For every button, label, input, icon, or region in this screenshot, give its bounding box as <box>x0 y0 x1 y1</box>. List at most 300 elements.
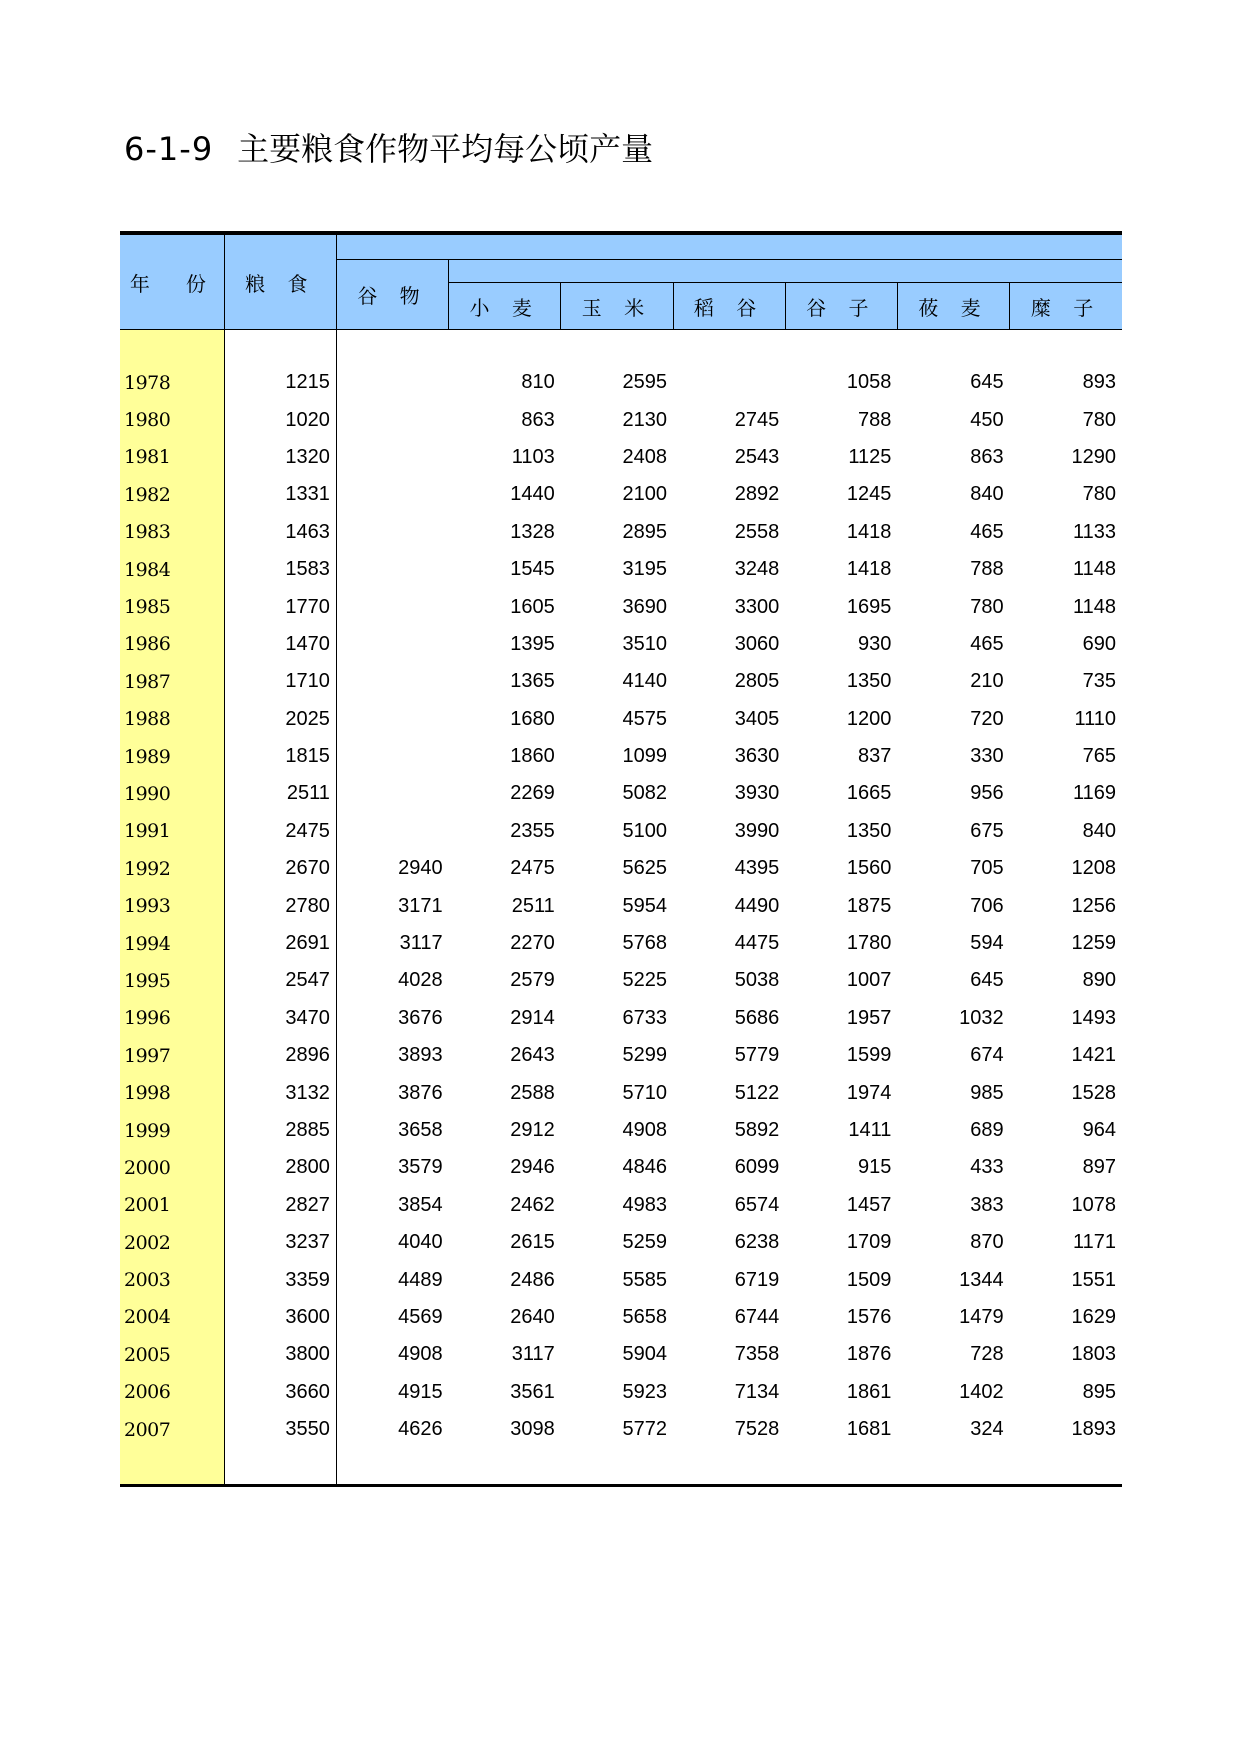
value-cell: 1320 <box>224 439 336 476</box>
value-cell: 7528 <box>734 1418 780 1441</box>
value-cell: 2914 <box>510 1006 555 1029</box>
table-number: 6-1-9 <box>124 130 214 168</box>
value-cell: 1020 <box>224 401 336 438</box>
value-cell: 1103 <box>511 445 555 468</box>
value-cell: 5904 <box>622 1343 667 1366</box>
value-cell: 5100 <box>622 819 667 842</box>
body-bottom-spacer <box>120 1448 1122 1486</box>
table-row <box>120 1374 1122 1411</box>
value-cell: 2745 <box>734 408 780 431</box>
year-cell: 1986 <box>120 626 224 663</box>
value-cell: 1032 <box>959 1006 1004 1029</box>
value-cell <box>336 738 448 775</box>
value-cell: 5954 <box>622 894 667 917</box>
year-cell: 1992 <box>120 850 224 887</box>
value-cell: 5772 <box>622 1418 667 1441</box>
value-cell: 450 <box>970 408 1004 431</box>
value-cell: 840 <box>1082 819 1116 842</box>
value-cell: 1395 <box>510 632 555 655</box>
table-row <box>120 551 1122 588</box>
value-cell: 893 <box>1082 371 1116 394</box>
value-cell: 870 <box>970 1231 1004 1254</box>
value-cell: 1078 <box>1071 1193 1116 1216</box>
value-cell: 1402 <box>959 1380 1004 1403</box>
value-cell: 780 <box>1082 483 1116 506</box>
value-cell <box>336 364 448 401</box>
value-cell: 706 <box>970 894 1004 917</box>
value-cell: 2595 <box>622 371 667 394</box>
value-cell: 3195 <box>622 558 667 581</box>
value-cell: 2895 <box>622 520 667 543</box>
value-cell: 1200 <box>846 707 892 730</box>
table-row <box>120 701 1122 738</box>
table-row <box>120 813 1122 850</box>
table-row <box>120 775 1122 812</box>
table-body <box>120 330 1122 1486</box>
value-cell: 6099 <box>734 1156 780 1179</box>
year-cell: 1995 <box>120 962 224 999</box>
value-cell: 4140 <box>622 670 667 693</box>
table-row <box>120 1261 1122 1298</box>
value-cell: 1493 <box>1071 1006 1116 1029</box>
value-cell: 645 <box>970 371 1004 394</box>
value-cell: 863 <box>521 408 555 431</box>
value-cell: 3579 <box>398 1156 443 1179</box>
value-cell: 1528 <box>1071 1081 1116 1104</box>
value-cell: 1576 <box>846 1305 892 1328</box>
value-cell: 1479 <box>959 1305 1004 1328</box>
value-cell: 2946 <box>510 1156 555 1179</box>
value-cell: 2827 <box>224 1187 336 1224</box>
value-cell: 690 <box>1082 632 1116 655</box>
year-cell: 1978 <box>120 364 224 401</box>
value-cell: 3676 <box>398 1006 443 1029</box>
year-cell: 2001 <box>120 1187 224 1224</box>
table-row <box>120 738 1122 775</box>
value-cell: 1148 <box>1072 595 1116 618</box>
value-cell: 5710 <box>622 1081 667 1104</box>
value-cell: 2588 <box>510 1081 555 1104</box>
table-row <box>120 1224 1122 1261</box>
value-cell: 964 <box>1082 1119 1116 1141</box>
value-cell: 6574 <box>734 1193 780 1216</box>
value-cell: 2800 <box>224 1149 336 1186</box>
value-cell: 2912 <box>510 1119 555 1141</box>
value-cell: 2885 <box>224 1112 336 1149</box>
value-cell: 675 <box>970 819 1004 842</box>
value-cell: 897 <box>1082 1156 1116 1179</box>
year-cell: 1991 <box>120 813 224 850</box>
value-cell <box>336 775 448 812</box>
value-cell: 1875 <box>846 894 892 917</box>
value-cell: 1457 <box>846 1193 892 1216</box>
value-cell: 689 <box>970 1119 1004 1141</box>
value-cell: 2269 <box>510 782 555 805</box>
table-row <box>120 476 1122 513</box>
value-cell: 2615 <box>510 1231 555 1254</box>
value-cell: 3800 <box>224 1336 336 1373</box>
year-cell: 1984 <box>120 551 224 588</box>
table-row <box>120 1112 1122 1149</box>
body-top-spacer <box>120 330 1122 365</box>
value-cell: 2100 <box>622 483 667 506</box>
value-cell: 3550 <box>224 1411 336 1448</box>
value-cell: 1215 <box>224 364 336 401</box>
value-cell: 5923 <box>622 1380 667 1403</box>
value-cell: 4915 <box>398 1380 443 1403</box>
value-cell: 3470 <box>224 1000 336 1037</box>
table-row <box>120 663 1122 700</box>
value-cell: 1169 <box>1072 782 1116 805</box>
year-cell: 2006 <box>120 1374 224 1411</box>
value-cell: 5768 <box>622 932 667 955</box>
value-cell: 1695 <box>846 595 892 618</box>
value-cell: 4475 <box>734 932 780 955</box>
table-row <box>120 962 1122 999</box>
header-band-crops <box>449 260 1122 283</box>
value-cell: 2130 <box>622 408 667 431</box>
value-cell: 3132 <box>224 1074 336 1111</box>
value-cell: 1133 <box>1072 520 1116 543</box>
value-cell: 5686 <box>734 1006 780 1029</box>
value-cell: 780 <box>970 595 1004 618</box>
value-cell: 2270 <box>510 932 555 955</box>
value-cell: 1350 <box>846 670 892 693</box>
value-cell: 837 <box>858 745 892 768</box>
value-cell: 1007 <box>846 969 892 992</box>
value-cell: 330 <box>970 745 1004 768</box>
value-cell: 1344 <box>959 1268 1004 1291</box>
table-row <box>120 364 1122 401</box>
value-cell: 1440 <box>510 483 555 506</box>
value-cell: 465 <box>970 632 1004 655</box>
value-cell <box>336 476 448 513</box>
value-cell: 2475 <box>224 813 336 850</box>
value-cell: 7134 <box>734 1380 780 1403</box>
value-cell: 985 <box>970 1081 1004 1104</box>
year-cell: 1990 <box>120 775 224 812</box>
value-cell: 1876 <box>846 1343 892 1366</box>
value-cell: 4028 <box>398 969 443 992</box>
header-broomcorn-millet: 糜 子 <box>1010 283 1122 330</box>
value-cell: 3300 <box>734 595 780 618</box>
value-cell: 1893 <box>1071 1418 1116 1441</box>
value-cell: 1583 <box>224 551 336 588</box>
header-guwu: 谷 物 <box>336 260 448 330</box>
year-cell: 1982 <box>120 476 224 513</box>
value-cell: 1861 <box>846 1380 892 1403</box>
value-cell: 2408 <box>622 445 667 468</box>
table-row <box>120 401 1122 438</box>
table-row <box>120 1149 1122 1186</box>
value-cell: 1680 <box>510 707 555 730</box>
value-cell: 5299 <box>622 1044 667 1067</box>
year-cell: 2003 <box>120 1261 224 1298</box>
value-cell: 1770 <box>224 588 336 625</box>
value-cell: 1681 <box>846 1418 892 1441</box>
value-cell: 7358 <box>734 1343 780 1366</box>
value-cell: 2547 <box>224 962 336 999</box>
value-cell: 3854 <box>398 1193 443 1216</box>
table-row <box>120 1187 1122 1224</box>
value-cell: 5225 <box>622 969 667 992</box>
value-cell: 4395 <box>734 857 780 880</box>
value-cell: 5625 <box>622 857 667 880</box>
value-cell: 594 <box>970 932 1004 955</box>
table-row <box>120 850 1122 887</box>
value-cell: 956 <box>970 782 1004 805</box>
value-cell: 1259 <box>1071 932 1116 955</box>
value-cell <box>673 364 785 401</box>
value-cell: 1605 <box>510 595 555 618</box>
value-cell: 1815 <box>224 738 336 775</box>
value-cell <box>336 551 448 588</box>
table-row <box>120 626 1122 663</box>
value-cell: 1171 <box>1072 1231 1116 1254</box>
year-cell: 1989 <box>120 738 224 775</box>
value-cell: 788 <box>858 408 892 431</box>
value-cell: 1110 <box>1074 707 1116 730</box>
table-row <box>120 1000 1122 1037</box>
value-cell: 1629 <box>1071 1305 1116 1328</box>
header-liangshi: 粮 食 <box>224 233 336 330</box>
value-cell: 2511 <box>224 775 336 812</box>
year-cell: 1994 <box>120 925 224 962</box>
value-cell: 3690 <box>622 595 667 618</box>
year-cell: 1998 <box>120 1074 224 1111</box>
value-cell: 3405 <box>734 707 780 730</box>
value-cell: 2691 <box>224 925 336 962</box>
value-cell <box>336 588 448 625</box>
value-cell: 3248 <box>734 558 780 581</box>
value-cell <box>336 813 448 850</box>
value-cell: 2475 <box>510 857 555 880</box>
value-cell: 1148 <box>1072 558 1116 581</box>
value-cell: 1058 <box>846 371 892 394</box>
value-cell: 3117 <box>511 1343 555 1366</box>
value-cell: 2462 <box>510 1193 555 1216</box>
value-cell: 810 <box>521 371 555 394</box>
header-corn: 玉 米 <box>561 283 673 330</box>
value-cell: 6744 <box>734 1305 780 1328</box>
value-cell: 1710 <box>224 663 336 700</box>
value-cell: 1365 <box>510 670 555 693</box>
value-cell: 1545 <box>510 558 555 581</box>
value-cell: 3359 <box>224 1261 336 1298</box>
year-cell: 2005 <box>120 1336 224 1373</box>
table-row <box>120 925 1122 962</box>
value-cell: 2896 <box>224 1037 336 1074</box>
value-cell: 2355 <box>510 819 555 842</box>
value-cell: 2486 <box>510 1268 555 1291</box>
value-cell: 1860 <box>510 745 555 768</box>
value-cell <box>336 401 448 438</box>
value-cell: 4489 <box>398 1268 443 1291</box>
value-cell: 1560 <box>846 857 892 880</box>
value-cell: 1974 <box>846 1081 892 1104</box>
table-row <box>120 1336 1122 1373</box>
value-cell: 6719 <box>734 1268 780 1291</box>
value-cell: 840 <box>970 483 1004 506</box>
value-cell: 1599 <box>846 1044 892 1067</box>
value-cell: 1331 <box>224 476 336 513</box>
year-cell: 2002 <box>120 1224 224 1261</box>
value-cell: 3561 <box>510 1380 555 1403</box>
year-cell: 1980 <box>120 401 224 438</box>
value-cell: 3990 <box>734 819 780 842</box>
value-cell: 5658 <box>622 1305 667 1328</box>
yield-table-container <box>120 231 1122 1487</box>
value-cell: 1350 <box>846 819 892 842</box>
year-cell: 1993 <box>120 887 224 924</box>
value-cell: 4983 <box>622 1193 667 1216</box>
value-cell: 645 <box>970 969 1004 992</box>
value-cell: 433 <box>970 1156 1004 1179</box>
value-cell: 1328 <box>510 520 555 543</box>
value-cell: 1418 <box>846 558 892 581</box>
table-row <box>120 439 1122 476</box>
value-cell: 3660 <box>224 1374 336 1411</box>
value-cell: 6238 <box>734 1231 780 1254</box>
value-cell: 383 <box>970 1193 1004 1216</box>
value-cell: 5082 <box>622 782 667 805</box>
value-cell: 210 <box>970 670 1004 693</box>
value-cell: 930 <box>858 632 892 655</box>
value-cell: 915 <box>858 1156 892 1179</box>
value-cell: 3510 <box>622 632 667 655</box>
page-title <box>124 124 653 174</box>
value-cell: 780 <box>1082 408 1116 431</box>
value-cell: 2640 <box>510 1305 555 1328</box>
value-cell: 3060 <box>734 632 780 655</box>
value-cell: 1208 <box>1071 857 1116 880</box>
year-cell: 1981 <box>120 439 224 476</box>
table-row <box>120 1299 1122 1336</box>
value-cell: 2805 <box>734 670 780 693</box>
value-cell: 5038 <box>734 969 780 992</box>
value-cell: 4575 <box>622 707 667 730</box>
value-cell: 788 <box>970 558 1004 581</box>
value-cell <box>336 439 448 476</box>
value-cell: 863 <box>970 445 1004 468</box>
value-cell: 2940 <box>398 857 443 880</box>
value-cell: 4040 <box>398 1231 443 1254</box>
year-cell: 1997 <box>120 1037 224 1074</box>
value-cell: 895 <box>1082 1380 1116 1403</box>
value-cell: 4569 <box>398 1305 443 1328</box>
value-cell <box>336 701 448 738</box>
table-row <box>120 588 1122 625</box>
year-cell: 1985 <box>120 588 224 625</box>
value-cell: 1470 <box>224 626 336 663</box>
header-band-top <box>336 233 1122 260</box>
value-cell: 735 <box>1082 670 1116 693</box>
value-cell <box>336 514 448 551</box>
year-cell: 1996 <box>120 1000 224 1037</box>
value-cell <box>336 626 448 663</box>
value-cell: 705 <box>970 857 1004 880</box>
value-cell: 5779 <box>734 1044 780 1067</box>
value-cell: 1099 <box>622 745 667 768</box>
value-cell: 3930 <box>734 782 780 805</box>
value-cell: 1463 <box>224 514 336 551</box>
value-cell: 765 <box>1082 745 1116 768</box>
value-cell: 1957 <box>846 1006 892 1029</box>
value-cell: 2892 <box>734 483 780 506</box>
value-cell: 5122 <box>734 1081 780 1104</box>
value-cell: 6733 <box>622 1006 667 1029</box>
year-cell: 1999 <box>120 1112 224 1149</box>
value-cell <box>336 663 448 700</box>
value-cell: 3630 <box>734 745 780 768</box>
value-cell: 1411 <box>848 1119 892 1141</box>
header-wheat: 小 麦 <box>449 283 561 330</box>
value-cell: 890 <box>1082 969 1116 992</box>
value-cell: 1418 <box>846 520 892 543</box>
header-rice: 稻 谷 <box>673 283 785 330</box>
value-cell: 3600 <box>224 1299 336 1336</box>
value-cell: 2511 <box>511 894 555 917</box>
value-cell: 674 <box>970 1044 1004 1067</box>
year-cell: 2004 <box>120 1299 224 1336</box>
value-cell: 2025 <box>224 701 336 738</box>
yield-table <box>120 231 1122 1487</box>
header-year: 年 份 <box>120 233 224 330</box>
value-cell: 1290 <box>1071 445 1116 468</box>
value-cell: 1709 <box>846 1231 892 1254</box>
value-cell: 2780 <box>224 887 336 924</box>
value-cell: 1551 <box>1071 1268 1116 1291</box>
value-cell: 5259 <box>622 1231 667 1254</box>
value-cell: 5585 <box>622 1268 667 1291</box>
table-row <box>120 514 1122 551</box>
value-cell: 3171 <box>398 894 443 917</box>
value-cell: 5892 <box>734 1119 780 1141</box>
table-row <box>120 1411 1122 1448</box>
value-cell: 4908 <box>622 1119 667 1141</box>
value-cell: 4490 <box>734 894 780 917</box>
table-row <box>120 887 1122 924</box>
value-cell: 1256 <box>1071 894 1116 917</box>
table-row <box>120 1037 1122 1074</box>
value-cell: 3117 <box>399 932 443 955</box>
value-cell: 1780 <box>846 932 892 955</box>
value-cell: 324 <box>970 1418 1004 1441</box>
year-cell: 1988 <box>120 701 224 738</box>
value-cell: 2579 <box>510 969 555 992</box>
value-cell: 2543 <box>734 445 780 468</box>
table-row <box>120 1074 1122 1111</box>
value-cell: 3876 <box>398 1081 443 1104</box>
year-cell: 1987 <box>120 663 224 700</box>
value-cell: 3098 <box>510 1418 555 1441</box>
header-millet: 谷 子 <box>785 283 897 330</box>
value-cell: 1125 <box>848 445 892 468</box>
year-cell: 2000 <box>120 1149 224 1186</box>
value-cell: 3237 <box>224 1224 336 1261</box>
value-cell: 4908 <box>398 1343 443 1366</box>
value-cell: 720 <box>970 707 1004 730</box>
value-cell: 1509 <box>846 1268 892 1291</box>
value-cell: 728 <box>970 1343 1004 1366</box>
value-cell: 3658 <box>398 1119 443 1141</box>
value-cell: 1665 <box>846 782 892 805</box>
value-cell: 1803 <box>1071 1343 1116 1366</box>
value-cell: 2670 <box>224 850 336 887</box>
value-cell: 4626 <box>398 1418 443 1441</box>
value-cell: 1245 <box>846 483 892 506</box>
header-oats: 莜 麦 <box>897 283 1009 330</box>
